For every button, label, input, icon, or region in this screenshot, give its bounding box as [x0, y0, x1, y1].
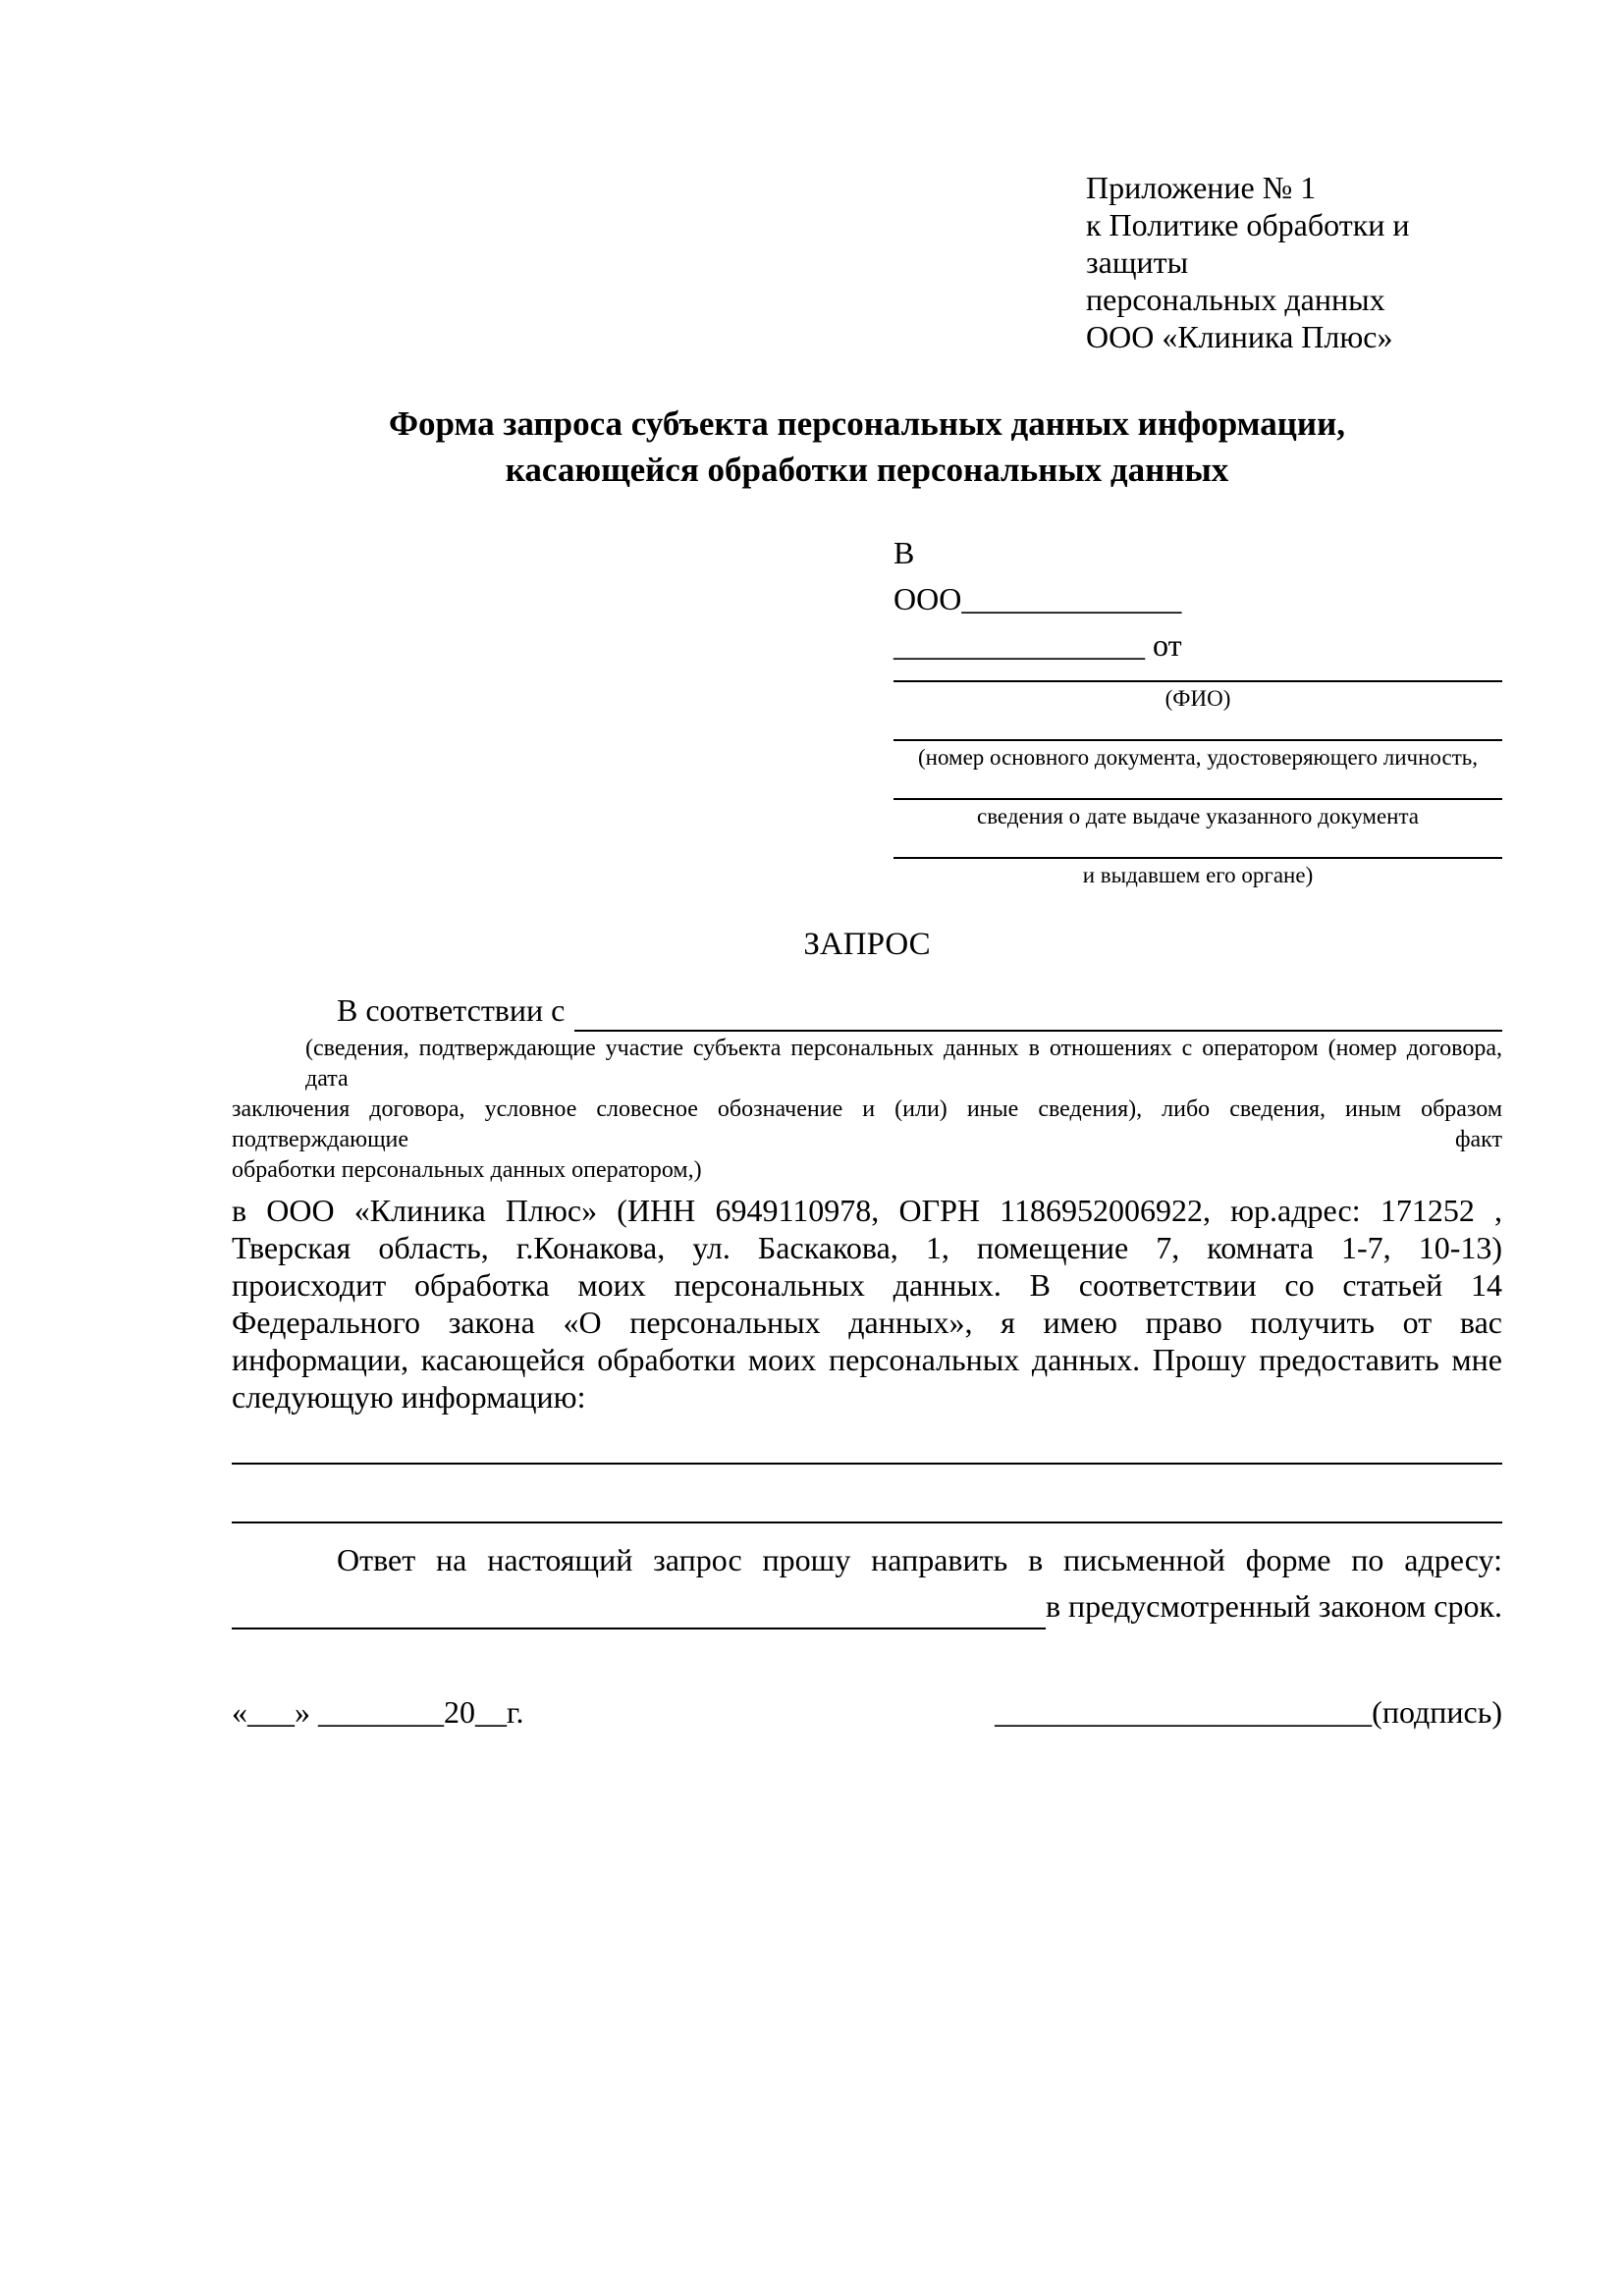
blank-line-issuing-authority: [893, 851, 1502, 859]
request-body-paragraph: [232, 1192, 1502, 1415]
request-body-line: в ООО «Клиника Плюс» (ИНН 6949110978, ОГРН 1186952006922, юр.адрес: 171252 ,: [232, 1193, 1502, 1228]
appendix-line: Приложение № 1: [1086, 170, 1317, 205]
blank-line-document-number: [893, 733, 1502, 741]
caption-issue-date: сведения о дате выдаче указанного документа: [976, 804, 1420, 828]
blank-group-issuing-authority: [893, 851, 1502, 890]
accordance-blank-line: [574, 994, 1502, 1032]
appendix-line: к Политике обработки и защиты: [1086, 207, 1410, 280]
answer-request-line: Ответ на настоящий запрос прошу направить в письменной форме по адресу:: [337, 1542, 1502, 1577]
form-title-line: Форма запроса субъекта персональных данных информации,: [388, 404, 1346, 443]
caption-document-number: (номер основного документа, удостоверяющего личность,: [917, 745, 1478, 770]
date-blank: «___» ________20__г.: [232, 1694, 524, 1730]
form-title: [232, 400, 1502, 493]
caption-issuing-authority: и выдавшем его органе): [1082, 863, 1314, 887]
addressee-to-label: В: [893, 535, 915, 570]
appendix-line: ООО «Клиника Плюс»: [1086, 319, 1393, 354]
address-blank-line: [232, 1590, 1046, 1629]
addressee-org-blank: ООО______________: [893, 581, 1182, 616]
info-blank-line-2: [232, 1518, 1502, 1523]
answer-term-text: в предусмотренный законом срок.: [1045, 1588, 1502, 1624]
request-body-line: следующую информацию:: [232, 1379, 586, 1415]
fine-print-note: [232, 1034, 1502, 1186]
appendix-line: персональных данных: [1086, 282, 1385, 317]
blank-group-fio: [893, 674, 1502, 714]
info-blank-line-1: [232, 1459, 1502, 1465]
accordance-label: В соответствии с: [337, 992, 566, 1028]
request-body-line: Тверская область, г.Конакова, ул. Баскакова, 1, помещение 7, комната 1-7, 10-13): [232, 1230, 1502, 1265]
addressee-block: [893, 530, 1502, 890]
fine-print-line: обработки персональных данных оператором,): [232, 1157, 702, 1183]
request-body-line: происходит обработка моих персональных данных. В соответствии со статьей 14: [232, 1267, 1502, 1303]
appendix-header: [1086, 169, 1502, 355]
blank-group-issue-date: [893, 792, 1502, 831]
request-body-line: Федерального закона «О персональных данных», я имею право получить от вас: [232, 1305, 1502, 1340]
fine-print-line: (сведения, подтверждающие участие субъекта персональных данных в отношениях с оператором (номер договора, дата: [305, 1036, 1502, 1092]
footer-row: [232, 1690, 1502, 1734]
fine-print-line: заключения договора, условное словесное обозначение и (или) иные сведения), либо сведения, иным образом подтверждающие факт: [232, 1096, 1502, 1152]
request-heading: ЗАПРОС: [803, 927, 931, 962]
blank-line-issue-date: [893, 792, 1502, 800]
addressee-from-blank: ________________ от: [893, 627, 1182, 663]
caption-fio: (ФИО): [1164, 686, 1231, 711]
answer-address-row: [232, 1583, 1502, 1629]
request-body-line: информации, касающейся обработки моих персональных данных. Прошу предоставить мне: [232, 1342, 1502, 1377]
signature-blank: ________________________(подпись): [995, 1694, 1502, 1730]
blank-group-document-number: [893, 733, 1502, 773]
blank-line-fio: [893, 674, 1502, 682]
form-title-line: касающейся обработки персональных данных: [505, 451, 1229, 489]
accordance-row: [232, 988, 1502, 1032]
